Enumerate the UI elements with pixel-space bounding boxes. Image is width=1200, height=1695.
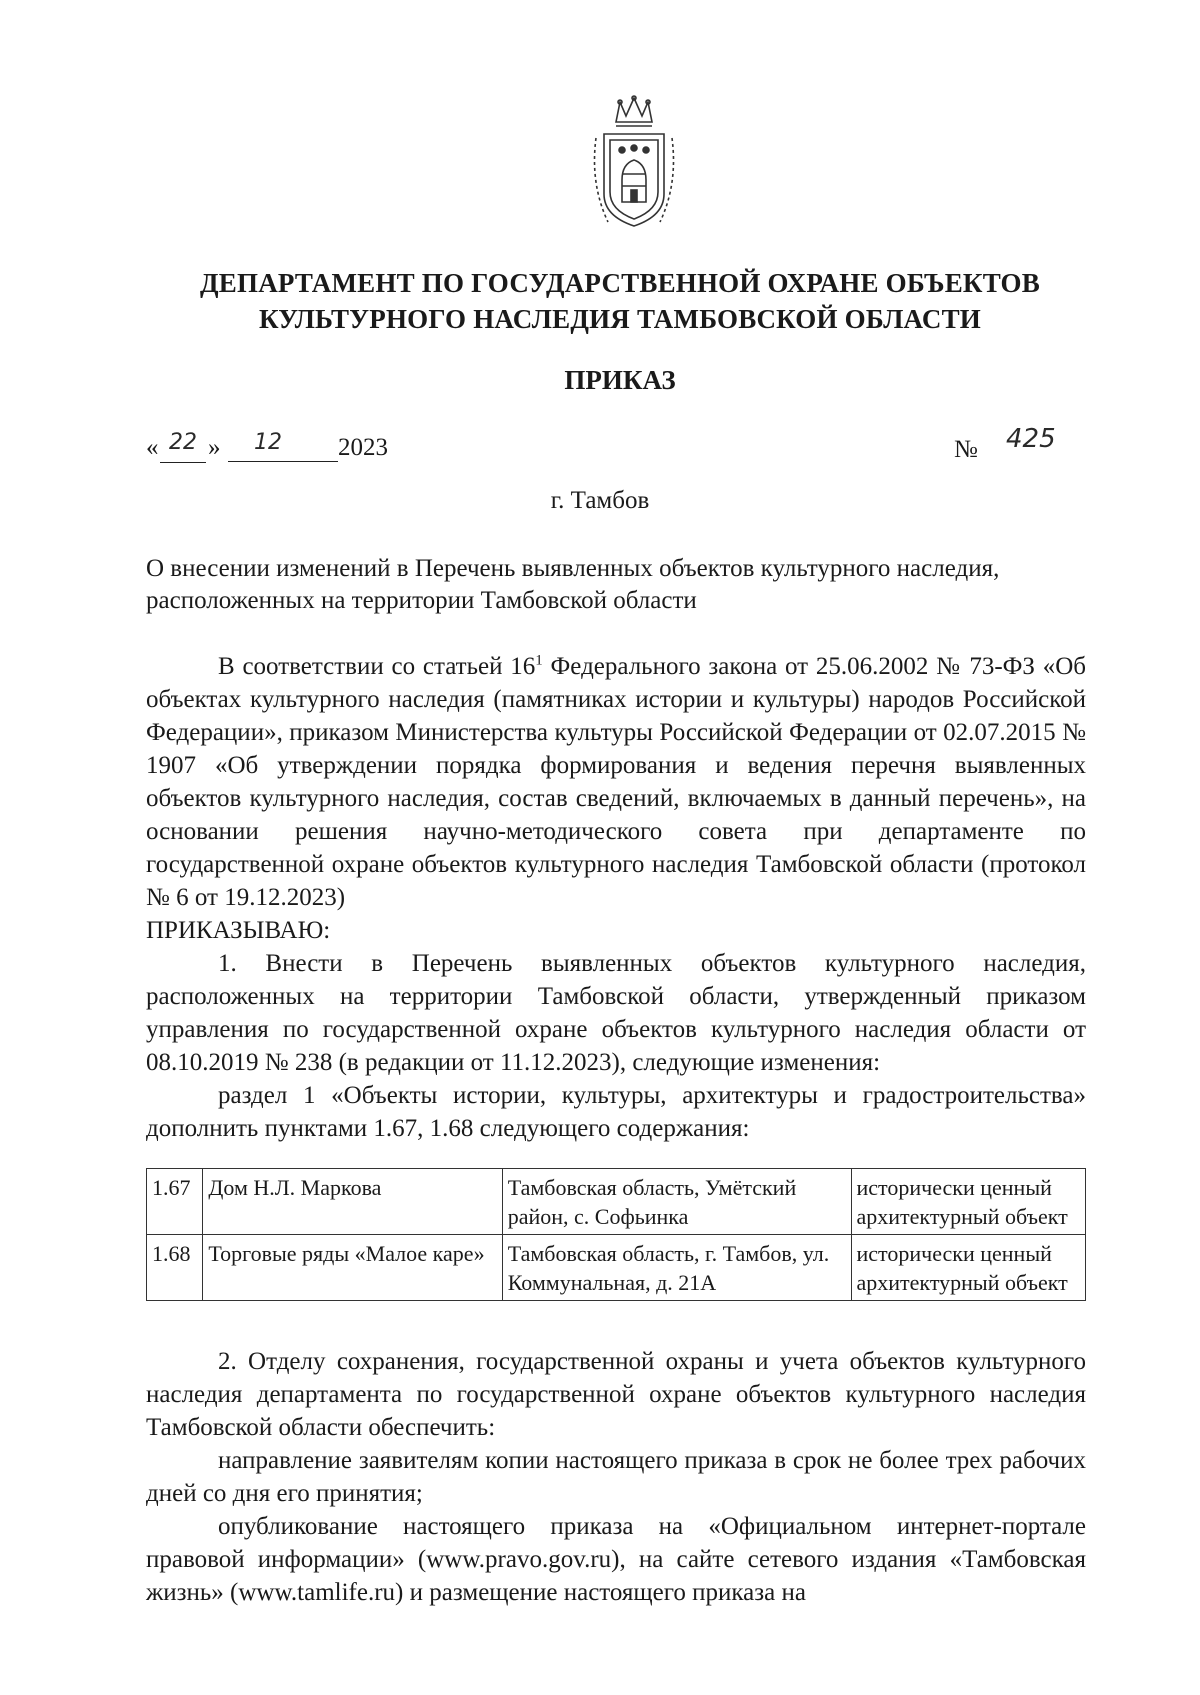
item-1-text: 1. Внести в Перечень выявленных объектов культурного наследия, расположенных на территории Тамбовской области, утвержденный приказом управления по государственной охране объектов культурного наследия области от 08.10.2019 № 238 (в редакции от 11.12.2023), следующие изменения: bbox=[146, 950, 1086, 1076]
date-number-line bbox=[146, 424, 1086, 470]
object-category: исторически ценный архитектурный объект bbox=[851, 1235, 1086, 1301]
organization-name-line1: ДЕПАРТАМЕНТ ПО ГОСУДАРСТВЕННОЙ ОХРАНЕ ОБЪЕКТОВ bbox=[200, 268, 1040, 298]
object-name: Торговые ряды «Малое каре» bbox=[203, 1235, 502, 1301]
object-number: 1.68 bbox=[147, 1235, 203, 1301]
item-2-text: 2. Отделу сохранения, государственной охраны и учета объектов культурного наследия департамента по государственной охране объектов культурного наследия Тамбовской области обеспечить: bbox=[146, 1348, 1086, 1441]
item-2 bbox=[146, 1345, 1086, 1609]
preamble bbox=[146, 650, 1086, 1145]
document-type: ПРИКАЗ bbox=[564, 365, 676, 395]
item-2-paragraph-b: опубликование настоящего приказа на «Официальном интернет-портале правовой информации» (www.pravo.gov.ru), на сайте сетевого издания «Тамбовская жизнь» (www.tamlife.ru) и размещение настоящего приказа на bbox=[146, 1513, 1086, 1606]
object-address: Тамбовская область, г. Тамбов, ул. Коммунальная, д. 21А bbox=[502, 1235, 851, 1301]
preamble-paragraph bbox=[146, 650, 1086, 914]
item-2-paragraph-a: направление заявителям копии настоящего приказа в срок не более трех рабочих дней со дня его принятия; bbox=[146, 1447, 1086, 1507]
preamble-text: Федерального закона от 25.06.2002 № 73-ФЗ «Об объектах культурного наследия (памятниках истории и культуры) народов Российской Федерации», приказом Министерства культуры Российской Федерации от 02.07.2015 № 1907 «Об утверждении порядка формирования и ведения перечня выявленных объектов культурного наследия, состав сведений, включаемых в данный перечень», на основании решения научно-методического совета при департаменте по государственной охране объектов культурного наследия Тамбовской области (протокол № 6 от 19.12.2023) bbox=[146, 653, 1087, 911]
document-subject: О внесении изменений в Перечень выявленных объектов культурного наследия, расположенных на территории Тамбовской области bbox=[146, 555, 1000, 614]
item-1-section-text: раздел 1 «Объекты истории, культуры, архитектуры и градостроительства» дополнить пунктами 1.67, 1.68 следующего содержания: bbox=[146, 1082, 1086, 1142]
date-day: 22 bbox=[160, 430, 206, 463]
date-open-quote: « bbox=[146, 434, 159, 461]
table-row bbox=[147, 1235, 1086, 1301]
date-year: 2023 bbox=[338, 434, 388, 461]
objects-table bbox=[146, 1168, 1086, 1301]
organization-name-line2: КУЛЬТУРНОГО НАСЛЕДИЯ ТАМБОВСКОЙ ОБЛАСТИ bbox=[259, 304, 981, 334]
object-number: 1.67 bbox=[147, 1169, 203, 1235]
coat-of-arms-icon bbox=[586, 94, 682, 234]
document-number: 425 bbox=[1006, 424, 1056, 454]
article-superscript: 1 bbox=[535, 652, 543, 669]
number-label: № bbox=[954, 436, 978, 463]
order-word: ПРИКАЗЫВАЮ: bbox=[146, 917, 331, 944]
object-category: исторически ценный архитектурный объект bbox=[851, 1169, 1086, 1235]
preamble-intro: В соответствии со статьей 16 bbox=[218, 653, 536, 680]
table-row bbox=[147, 1169, 1086, 1235]
city: г. Тамбов bbox=[550, 487, 650, 514]
date-close-quote: » bbox=[208, 434, 221, 461]
organization-name bbox=[140, 265, 1100, 337]
object-name: Дом Н.Л. Маркова bbox=[203, 1169, 502, 1235]
date-month: 12 bbox=[228, 430, 338, 462]
object-address: Тамбовская область, Умётский район, с. Софьинка bbox=[502, 1169, 851, 1235]
